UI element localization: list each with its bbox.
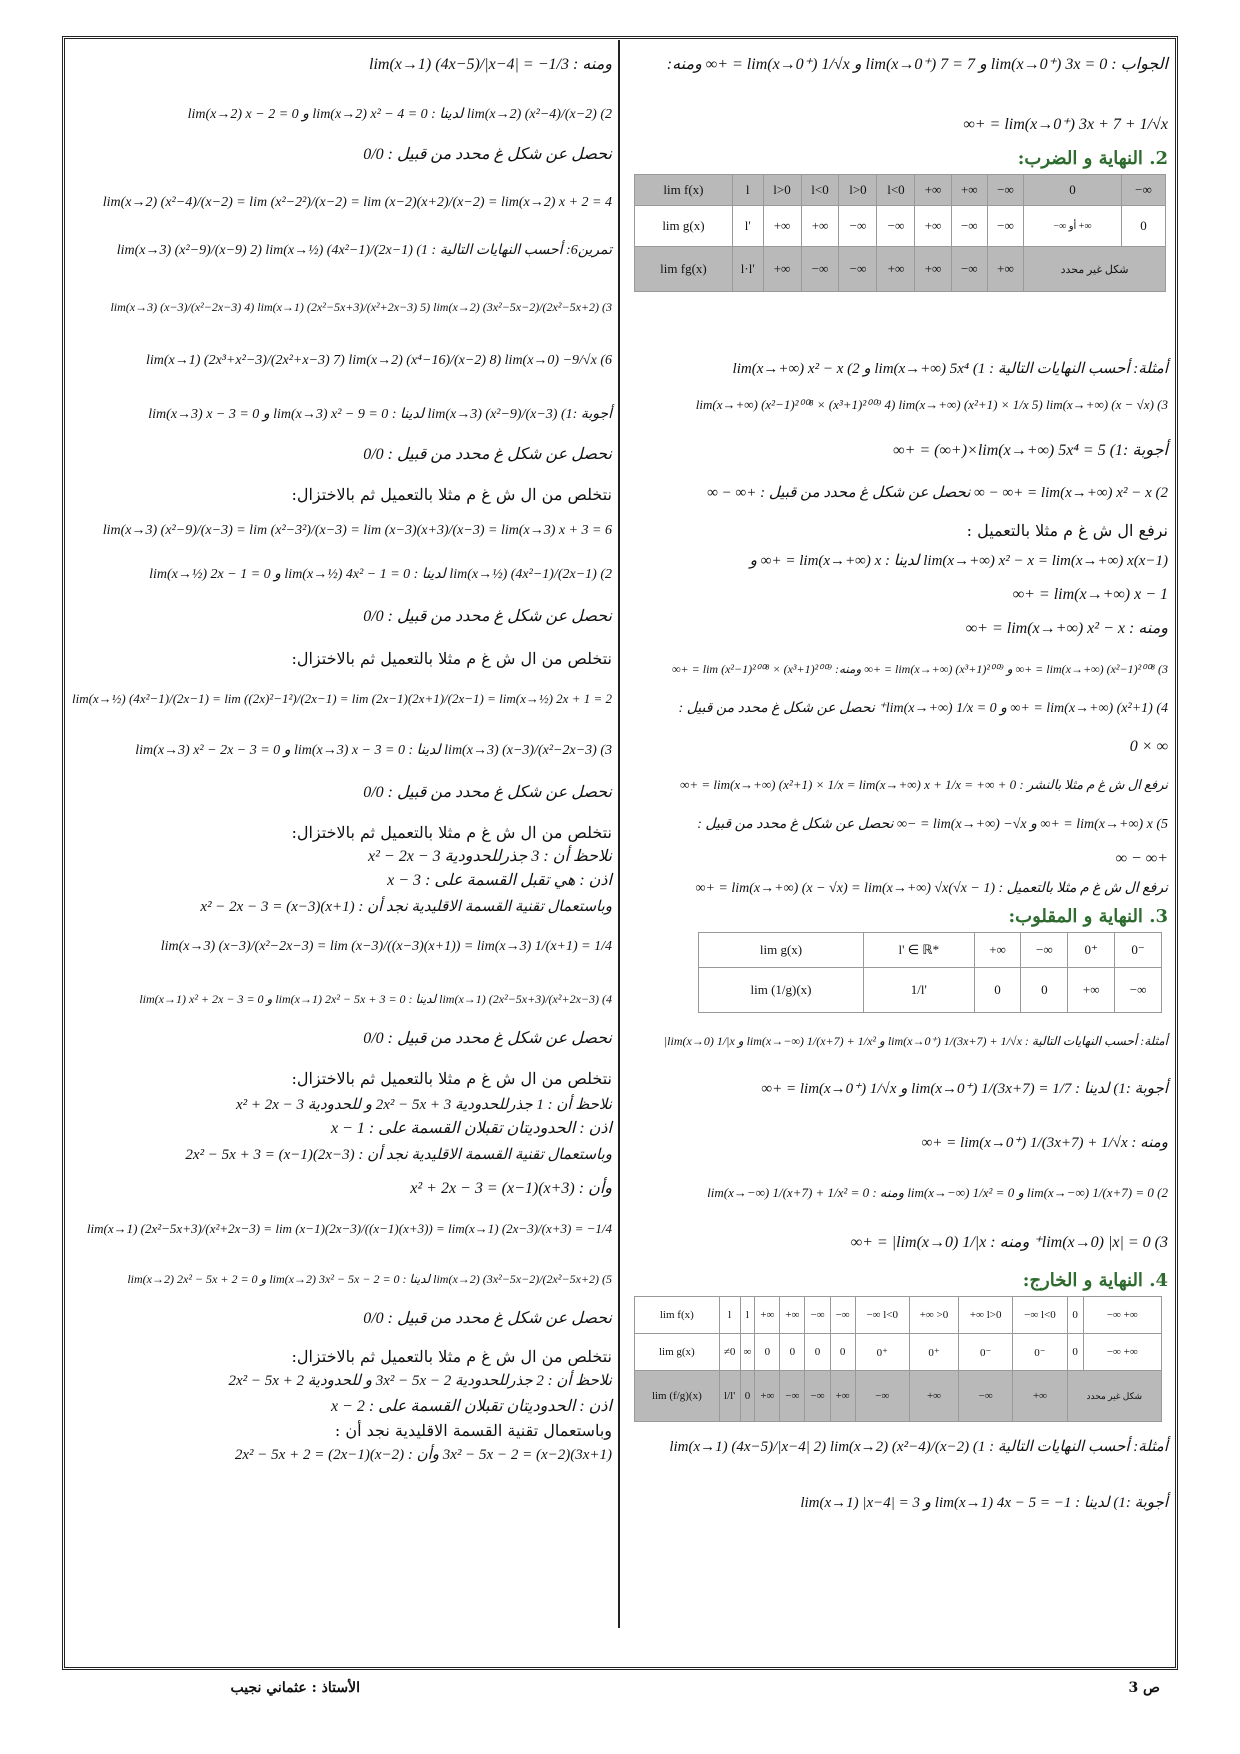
cell: l [719,1297,740,1334]
cell: 0 [1024,175,1122,206]
cell: −∞ [1021,933,1068,968]
left-line-24: نحصل عن شكل غ محدد من قبيل : 0/0 [363,1030,612,1047]
cell: +∞ [877,247,915,292]
ex3-title: أمثلة: أحسب النهايات التالية : lim(x→0⁺) 1/(3x+7) + 1/√x و lim(x→−∞) 1/(x+7) + 1/x² و lim(x→0) 1/|x| [663,1034,1168,1048]
cell: +∞ [915,247,951,292]
author-name: الأستاذ : عثماني نجيب [230,1680,360,1696]
cell: شكل غير محدد [1067,1371,1161,1422]
section2-title: 2. النهاية و الضرب: [1017,148,1168,169]
cell: −∞ [987,206,1023,247]
cell: −∞ l<0 [855,1297,909,1334]
ex3-answer1: أجوبة :1) لدينا : lim(x→0⁺) 1/(3x+7) = 1/7 و lim(x→0⁺) 1/√x = +∞ [761,1081,1168,1097]
examples-title: أمثلة: أحسب النهايات التالية : 1) lim(x→+∞) 5x⁴ و 2) lim(x→+∞) x² − x [732,361,1168,377]
left-line-22: lim(x→3) (x−3)/(x²−2x−3) = lim (x−3)/((x−3)(x+1)) = lim(x→3) 1/(x+1) = 1/4 [160,939,612,954]
answer-line: الجواب : lim(x→0⁺) 3x = 0 و lim(x→0⁺) 7 = 7 و lim(x→0⁺) 1/√x = +∞ ومنه: [666,56,1168,73]
cell: lim (1/g)(x) [699,968,864,1013]
cell: 1/l' [863,968,974,1013]
answer-1: أجوبة :1) lim(x→+∞) 5x⁴ = 5×(+∞) = +∞ [893,442,1168,459]
answer-2c: lim(x→+∞) x² − x = lim(x→+∞) x(x−1) لدينا : lim(x→+∞) x = +∞ و [749,553,1168,569]
cell: 0⁺ [855,1334,909,1371]
cell: lim fg(x) [635,247,733,292]
cell: +∞ [987,247,1023,292]
cell: 0⁺ [909,1334,958,1371]
left-line-17: نحصل عن شكل غ محدد من قبيل : 0/0 [363,784,612,801]
cell: 0 [830,1334,855,1371]
cell: −∞ [987,175,1023,206]
left-line-25: نتخلص من ال ش غ م مثلا بالتعميل ثم بالاختزال: [291,1069,612,1088]
left-line-5: تمرين6: أحسب النهايات التالية : 1) lim(x→3) (x²−9)/(x−9) 2) lim(x→½) (4x²−1)/(2x−1) [116,243,612,258]
answer-5c: نرفع ال ش غ م مثلا بالتعميل : lim(x→+∞) (x − √x) = lim(x→+∞) √x(√x − 1) = +∞ [695,881,1168,896]
cell: 0⁻ [959,1334,1013,1371]
ex4-title: أمثلة: أحسب النهايات التالية : 1) lim(x→1) (4x−5)/|x−4| 2) lim(x→2) (x²−4)/(x−2) [669,1439,1168,1455]
cell: l<0 [877,175,915,206]
left-line-12: 2) lim(x→½) (4x²−1)/(2x−1) لدينا : lim(x→½) 4x² − 1 = 0 و lim(x→½) 2x − 1 = 0 [149,567,612,582]
left-line-2: 2) lim(x→2) (x²−4)/(x−2) لدينا : lim(x→2) x² − 4 = 0 و lim(x→2) x − 2 = 0 [187,107,612,122]
left-line-9: نحصل عن شكل غ محدد من قبيل : 0/0 [363,446,612,463]
cell: −∞ [805,1297,830,1334]
left-line-7: 6) lim(x→1) (2x³+x²−3)/(2x²+x−3) 7) lim(x→2) (x⁴−16)/(x−2) 8) lim(x→0) −9/√x [145,353,612,368]
cell: +∞ [780,1297,805,1334]
left-line-29: وأن : x² + 2x − 3 = (x−1)(x+3) [410,1180,612,1197]
examples-line2: 3) lim(x→+∞) (x²−1)²⁰⁰⁸ × (x³+1)²⁰⁰⁹ 4) lim(x→+∞) (x²+1) × 1/x 5) lim(x→+∞) (x − √x) [695,397,1168,412]
cell: lim f(x) [635,1297,720,1334]
cell: −∞ [805,1371,830,1422]
cell: −∞ +∞ [1083,1334,1161,1371]
left-line-19: نلاحظ أن : 3 جذرللحدودية x² − 2x − 3 [368,848,612,865]
cell: +∞ [1013,1371,1067,1422]
answer-5b: +∞ − ∞ [1115,850,1168,867]
section3-title: 3. النهاية و المقلوب: [1008,906,1168,927]
ex3-answer2: 2) lim(x→−∞) 1/(x+7) = 0 و lim(x→−∞) 1/x² = 0 ومنه : lim(x→−∞) 1/(x+7) + 1/x² = 0 [707,1185,1168,1200]
cell: −∞ [830,1297,855,1334]
section4-title: 4. النهاية و الخارج: [1022,1270,1168,1291]
cell: +∞ [915,206,951,247]
cell: −∞ أو +∞ [1024,206,1122,247]
ex4-answer1: أجوبة :1) لدينا : lim(x→1) 4x − 5 = −1 و lim(x→1) |x−4| = 3 [800,1495,1168,1511]
answer-5: 5) lim(x→+∞) x = +∞ و lim(x→+∞) −√x = −∞ نحصل عن شكل غ محدد من قبيل : [697,817,1168,832]
cell: 0 [1121,206,1165,247]
left-line-26: نلاحظ أن : 1 جذرللحدودية 2x² − 5x + 3 و للحدودية x² + 2x − 3 [235,1097,612,1113]
page-number: ص 3 [1128,1680,1160,1696]
answer-4b: ∞ × 0 [1129,738,1168,755]
multiplication-table [634,174,1166,292]
cell: +∞ [830,1371,855,1422]
cell: −∞ [839,206,877,247]
cell: −∞ [801,247,839,292]
cell: l>0 [839,175,877,206]
left-line-14: نتخلص من ال ش غ م مثلا بالتعميل ثم بالاختزال: [291,649,612,668]
left-line-11: lim(x→3) (x²−9)/(x−3) = lim (x²−3²)/(x−3) = lim (x−3)(x+3)/(x−3) = lim(x→3) x + 3 = 6 [102,523,612,538]
cell: +∞ [801,206,839,247]
left-line-31: 5) lim(x→2) (3x²−5x−2)/(2x²−5x+2) لدينا : lim(x→2) 3x² − 5x − 2 = 0 و lim(x→2) 2x² − 5x + 2 = 0 [127,1272,612,1286]
cell: −∞ +∞ [1083,1297,1161,1334]
cell: 0 [1067,1334,1083,1371]
left-line-32: نحصل عن شكل غ محدد من قبيل : 0/0 [363,1310,612,1327]
cell: l<0 [801,175,839,206]
cell: +∞ [1068,968,1115,1013]
cell: +∞ [974,933,1021,968]
cell: −∞ l<0 [1013,1297,1067,1334]
inverse-table [698,932,1162,1013]
cell: lim g(x) [699,933,864,968]
left-line-4: lim(x→2) (x²−4)/(x−2) = lim (x²−2²)/(x−2) = lim (x−2)(x+2)/(x−2) = lim(x→2) x + 2 = 4 [102,195,612,210]
left-line-3: نحصل عن شكل غ محدد من قبيل : 0/0 [363,146,612,163]
left-line-15: lim(x→½) (4x²−1)/(2x−1) = lim ((2x)²−1²)/(2x−1) = lim (2x−1)(2x+1)/(2x−1) = lim(x→½) 2x + 1 = 2 [71,691,612,706]
answer-2e: ومنه : lim(x→+∞) x² − x = +∞ [965,620,1168,637]
answer-3: 3) lim(x→+∞) (x²−1)²⁰⁰⁸ = +∞ و lim(x→+∞) (x³+1)²⁰⁰⁹ = +∞ ومنه: lim (x²−1)²⁰⁰⁸ × (x³+1)²⁰⁰⁹ = +∞ [671,662,1168,676]
cell: 0 [1021,968,1068,1013]
cell: lim g(x) [635,1334,720,1371]
cell: −∞ [951,247,987,292]
left-line-30: lim(x→1) (2x²−5x+3)/(x²+2x−3) = lim (x−1)(2x−3)/((x−1)(x+3)) = lim(x→1) (2x−3)/(x+3) = −1/4 [86,1221,612,1236]
left-line-6: 3) lim(x→3) (x−3)/(x²−2x−3) 4) lim(x→1) (2x²−5x+3)/(x²+2x−3) 5) lim(x→2) (3x²−5x−2)/(2x²−5x+2) [110,300,612,314]
left-line-27: اذن : الحدوديتان تقبلان القسمة على : x − 1 [330,1120,612,1137]
answer-2: 2) lim(x→+∞) x² − x = +∞ − ∞ نحصل عن شكل غ محدد من قبيل : +∞ − ∞ [707,485,1168,501]
cell: −∞ [839,247,877,292]
answer-2b: نرفع ال ش غ م مثلا بالتعميل : [966,521,1168,540]
left-line-21: وباستعمال تقنية القسمة الاقليدية نجد أن : x² − 2x − 3 = (x−3)(x+1) [200,899,612,915]
left-line-20: اذن : هي تقبل القسمة على : x − 3 [387,872,612,889]
quotient-table [634,1296,1162,1422]
cell: +∞ [763,247,801,292]
cell: +∞ [755,1371,780,1422]
cell: lim f(x) [635,175,733,206]
cell: l [732,175,763,206]
answer-2d: lim(x→+∞) x − 1 = +∞ [1012,586,1168,603]
column-divider [618,40,620,1628]
cell: −∞ [951,206,987,247]
cell: −∞ [877,206,915,247]
answer-4c: نرفع ال ش غ م مثلا بالنشر : lim(x→+∞) (x²+1) × 1/x = lim(x→+∞) x + 1/x = +∞ + 0 = +∞ [680,777,1168,792]
cell: 0⁺ [1068,933,1115,968]
cell: l/l' [719,1371,740,1422]
cell: lim g(x) [635,206,733,247]
left-line-33: نتخلص من ال ش غ م مثلا بالتعميل ثم بالاختزال: [291,1347,612,1366]
cell: 0⁻ [1013,1334,1067,1371]
cell: شكل غير محدد [1024,247,1166,292]
cell: +∞ >0 [909,1297,958,1334]
left-line-1: ومنه : lim(x→1) (4x−5)/|x−4| = −1/3 [369,56,612,73]
cell: −∞ [780,1371,805,1422]
left-line-34: نلاحظ أن : 2 جذرللحدودية 3x² − 5x − 2 و للحدودية 2x² − 5x + 2 [228,1373,612,1389]
left-line-23: 4) lim(x→1) (2x²−5x+3)/(x²+2x−3) لدينا : lim(x→1) 2x² − 5x + 3 = 0 و lim(x→1) x² + 2x − 3 = 0 [139,992,612,1006]
cell: lim (f/g)(x) [635,1371,720,1422]
left-line-28: وباستعمال تقنية القسمة الاقليدية نجد أن : 2x² − 5x + 3 = (x−1)(2x−3) [185,1147,612,1163]
cell: −∞ [1121,175,1165,206]
left-line-18: نتخلص من ال ش غ م مثلا بالتعميل ثم بالاختزال: [291,823,612,842]
cell: +∞ [763,206,801,247]
left-line-35: اذن : الحدوديتان تقبلان القسمة على : x − 2 [330,1398,612,1415]
cell: ∞ [740,1334,755,1371]
cell: −∞ [855,1371,909,1422]
answer-4: 4) lim(x→+∞) (x²+1) = +∞ و lim(x→+∞) 1/x = 0⁺ نحصل عن شكل غ محدد من قبيل : [678,701,1168,716]
cell: −∞ [959,1371,1013,1422]
ex3-answer1b: ومنه : lim(x→0⁺) 1/(3x+7) + 1/√x = +∞ [921,1135,1168,1151]
left-line-8: أجوبة :1) lim(x→3) (x²−9)/(x−3) لدينا : lim(x→3) x² − 9 = 0 و lim(x→3) x − 3 = 0 [148,407,612,422]
cell: −∞ [1115,968,1162,1013]
cell: 0⁻ [1115,933,1162,968]
cell: 0 [974,968,1021,1013]
cell: 0 [740,1371,755,1422]
left-line-10: نتخلص من ال ش غ م مثلا بالتعميل ثم بالاختزال: [291,485,612,504]
cell: 0 [780,1334,805,1371]
left-line-13: نحصل عن شكل غ محدد من قبيل : 0/0 [363,608,612,625]
cell: l' ∈ ℝ* [863,933,974,968]
cell: +∞ [755,1297,780,1334]
cell: +∞ [915,175,951,206]
left-line-16: 3) lim(x→3) (x−3)/(x²−2x−3) لدينا : lim(x→3) x − 3 = 0 و lim(x→3) x² − 2x − 3 = 0 [135,743,612,758]
cell: l' [732,206,763,247]
cell: 0 [755,1334,780,1371]
cell: l>0 [763,175,801,206]
cell: +∞ l>0 [959,1297,1013,1334]
left-line-37: 3x² − 5x − 2 = (x−2)(3x+1) وأن : 2x² − 5x + 2 = (2x−1)(x−2) [234,1447,612,1463]
cell: 0 [1067,1297,1083,1334]
cell: +∞ [909,1371,958,1422]
cell: l·l' [732,247,763,292]
ex3-answer3: 3) lim(x→0) |x| = 0⁺ ومنه : lim(x→0) 1/|x| = +∞ [850,1234,1168,1251]
cell: ≠0 [719,1334,740,1371]
cell: +∞ [951,175,987,206]
left-line-36: وباستعمال تقنية القسمة الاقليدية نجد أن : [334,1421,612,1440]
cell: l [740,1297,755,1334]
result-line: lim(x→0⁺) 3x + 7 + 1/√x = +∞ [963,116,1168,133]
cell: 0 [805,1334,830,1371]
